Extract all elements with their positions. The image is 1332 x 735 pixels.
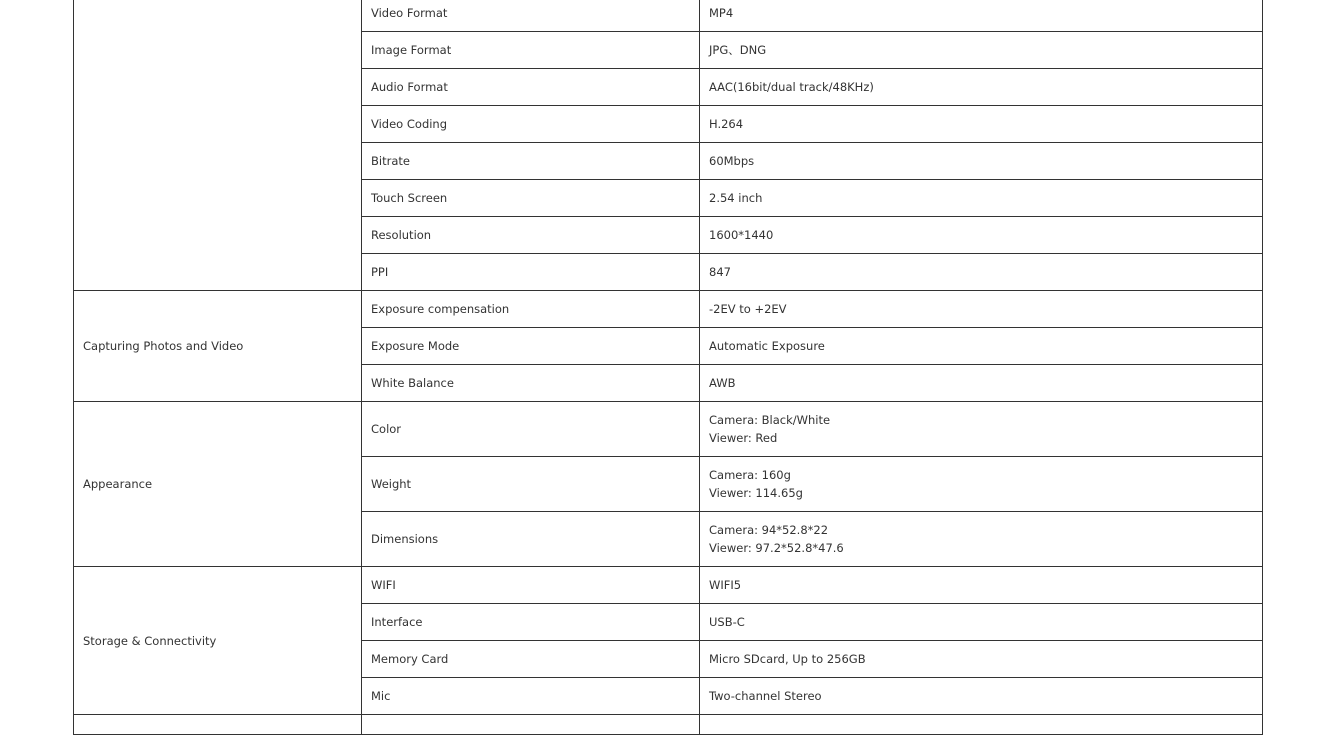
spec-value-line: Camera: 94*52.8*22 <box>709 523 829 537</box>
spec-value <box>700 180 1263 217</box>
spec-value-line: Viewer: 97.2*52.8*47.6 <box>709 541 844 555</box>
spec-value-line: WIFI5 <box>709 578 742 592</box>
spec-label: Image Format <box>362 32 700 69</box>
spec-row-exposure-compensation <box>74 291 1263 328</box>
spec-value <box>700 217 1263 254</box>
spec-value-line: Camera: 160g <box>709 468 791 482</box>
spec-value-line: Two-channel Stereo <box>709 689 822 703</box>
spec-value <box>700 604 1263 641</box>
category-cell-capturing-photos-and-video: Capturing Photos and Video <box>74 291 362 402</box>
spec-value <box>700 678 1263 715</box>
spec-value-line: Viewer: Red <box>709 431 778 445</box>
spec-label: Exposure Mode <box>362 328 700 365</box>
spec-label: Dimensions <box>362 512 700 567</box>
spec-value <box>700 567 1263 604</box>
spec-value-line: JPG、DNG <box>709 43 767 57</box>
spec-value <box>700 512 1263 567</box>
spec-value <box>700 69 1263 106</box>
spec-value <box>700 365 1263 402</box>
spec-value <box>700 641 1263 678</box>
spec-value-line: AAC(16bit/dual track/48KHz) <box>709 80 874 94</box>
spec-value <box>700 402 1263 457</box>
spec-value-line: 2.54 inch <box>709 191 763 205</box>
specifications-table <box>73 0 1263 735</box>
spec-value-line: MP4 <box>709 6 734 20</box>
spec-value-line: 847 <box>709 265 731 279</box>
spec-label: Memory Card <box>362 641 700 678</box>
category-cell-appearance: Appearance <box>74 402 362 567</box>
spec-label: PPI <box>362 254 700 291</box>
spec-value-line: AWB <box>709 376 736 390</box>
spec-row-continued <box>74 715 1263 735</box>
spec-label: WIFI <box>362 567 700 604</box>
spec-label: White Balance <box>362 365 700 402</box>
spec-label: Exposure compensation <box>362 291 700 328</box>
spec-value-line: H.264 <box>709 117 744 131</box>
spec-label: Mic <box>362 678 700 715</box>
spec-label: Touch Screen <box>362 180 700 217</box>
spec-label: Bitrate <box>362 143 700 180</box>
spec-value <box>700 0 1263 32</box>
spec-row-video-format <box>74 0 1263 32</box>
spec-value-line: Viewer: 114.65g <box>709 486 803 500</box>
spec-value-line: 60Mbps <box>709 154 755 168</box>
spec-label: Color <box>362 402 700 457</box>
spec-value <box>700 291 1263 328</box>
spec-value <box>700 254 1263 291</box>
spec-value-line: Camera: Black/White <box>709 413 831 427</box>
spec-value <box>700 32 1263 69</box>
spec-value-line: Automatic Exposure <box>709 339 825 353</box>
spec-label: Audio Format <box>362 69 700 106</box>
empty-cell <box>74 715 362 735</box>
spec-value <box>700 457 1263 512</box>
spec-value-line: 1600*1440 <box>709 228 774 242</box>
spec-label: Resolution <box>362 217 700 254</box>
spec-value-line: USB-C <box>709 615 745 629</box>
spec-value <box>700 143 1263 180</box>
spec-value <box>700 106 1263 143</box>
spec-label: Video Format <box>362 0 700 32</box>
category-cell-storage-connectivity: Storage & Connectivity <box>74 567 362 715</box>
empty-cell <box>700 715 1263 735</box>
spec-value-line: -2EV to +2EV <box>709 302 787 316</box>
spec-row-wifi <box>74 567 1263 604</box>
spec-label: Interface <box>362 604 700 641</box>
spec-value <box>700 328 1263 365</box>
category-cell-media <box>74 0 362 291</box>
spec-row-color <box>74 402 1263 457</box>
spec-label: Weight <box>362 457 700 512</box>
spec-label: Video Coding <box>362 106 700 143</box>
spec-value-line: Micro SDcard, Up to 256GB <box>709 652 866 666</box>
empty-cell <box>362 715 700 735</box>
spec-table-body <box>74 0 1263 735</box>
spec-table-container <box>73 0 1262 735</box>
